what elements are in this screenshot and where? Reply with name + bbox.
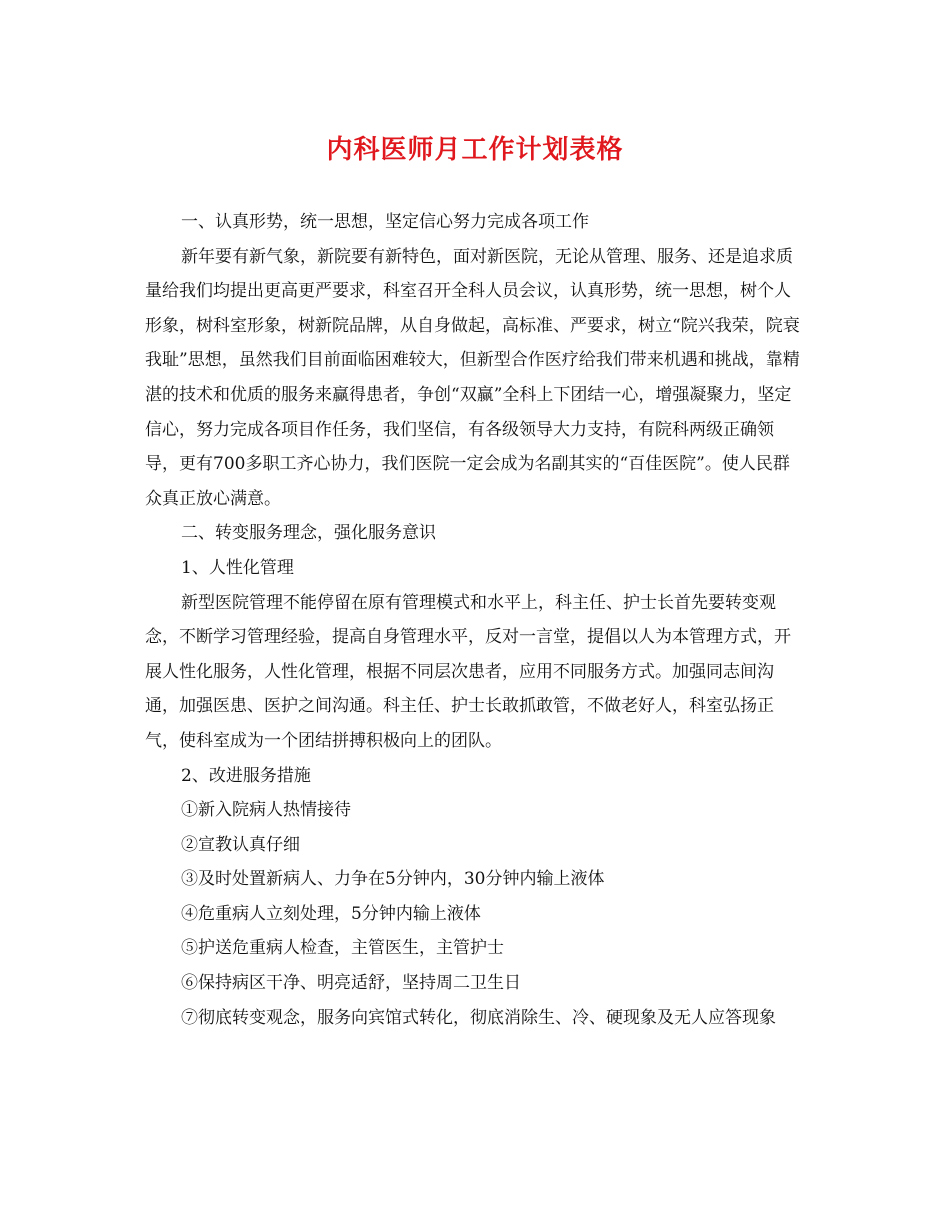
- document-body: [145, 205, 805, 1035]
- list-item: ⑦彻底转变观念，服务向宾馆式转化，彻底消除生、冷、硬现象及无人应答现象: [181, 1007, 776, 1028]
- paragraph-2: 新型医院管理不能停留在原有管理模式和水平上，科主任、护士长首先要转变观念，不断学习管理经验，提高自身管理水平，反对一言堂，提倡以人为本管理方式，开展人性化服务，人性化管理，根据不同层次患者，应用不同服务方式。加强同志间沟通，加强医患、医护之间沟通。科主任、护士长敢抓敢管，不做老好人，科室弘扬正气，使科室成为一个团结拼搏积极向上的团队。: [145, 592, 791, 751]
- list-item: ②宣教认真仔细: [181, 834, 300, 855]
- list-item: ③及时处置新病人、力争在5分钟内，30分钟内输上液体: [181, 869, 605, 890]
- list-item: ⑤护送危重病人检查，主管医生，主管护士: [181, 938, 504, 959]
- subsection-heading-1: 1、人性化管理: [181, 557, 294, 578]
- list-item: ①新入院病人热情接待: [181, 800, 351, 821]
- list-item: ⑥保持病区干净、明亮适舒，坚持周二卫生日: [181, 973, 521, 994]
- list-item: ④危重病人立刻处理，5分钟内输上液体: [181, 903, 481, 924]
- section-heading-2: 二、转变服务理念，强化服务意识: [181, 523, 436, 544]
- page-title: 内科医师月工作计划表格: [326, 135, 624, 165]
- paragraph-1: 新年要有新气象，新院要有新特色，面对新医院，无论从管理、服务、还是追求质量给我们均提出更高更严要求，科室召开全科人员会议，认真形势，统一思想，树个人形象，树科室形象，树新院品牌，从自身做起，高标准、严要求，树立“院兴我荣，院衰我耻”思想，虽然我们目前面临困难较大，但新型合作医疗给我们带来机遇和挑战，靠精湛的技术和优质的服务来赢得患者，争创“双赢”全科上下团结一心，增强凝聚力，坚定信心，努力完成各项目作任务，我们坚信，有各级领导大力支持，有院科两级正确领导，更有700多职工齐心协力，我们医院一定会成为名副其实的“百佳医院”。使人民群众真正放心满意。: [145, 246, 800, 509]
- section-heading-1: 一、认真形势，统一思想，坚定信心努力完成各项工作: [181, 212, 589, 232]
- subsection-heading-2: 2、改进服务措施: [181, 765, 311, 786]
